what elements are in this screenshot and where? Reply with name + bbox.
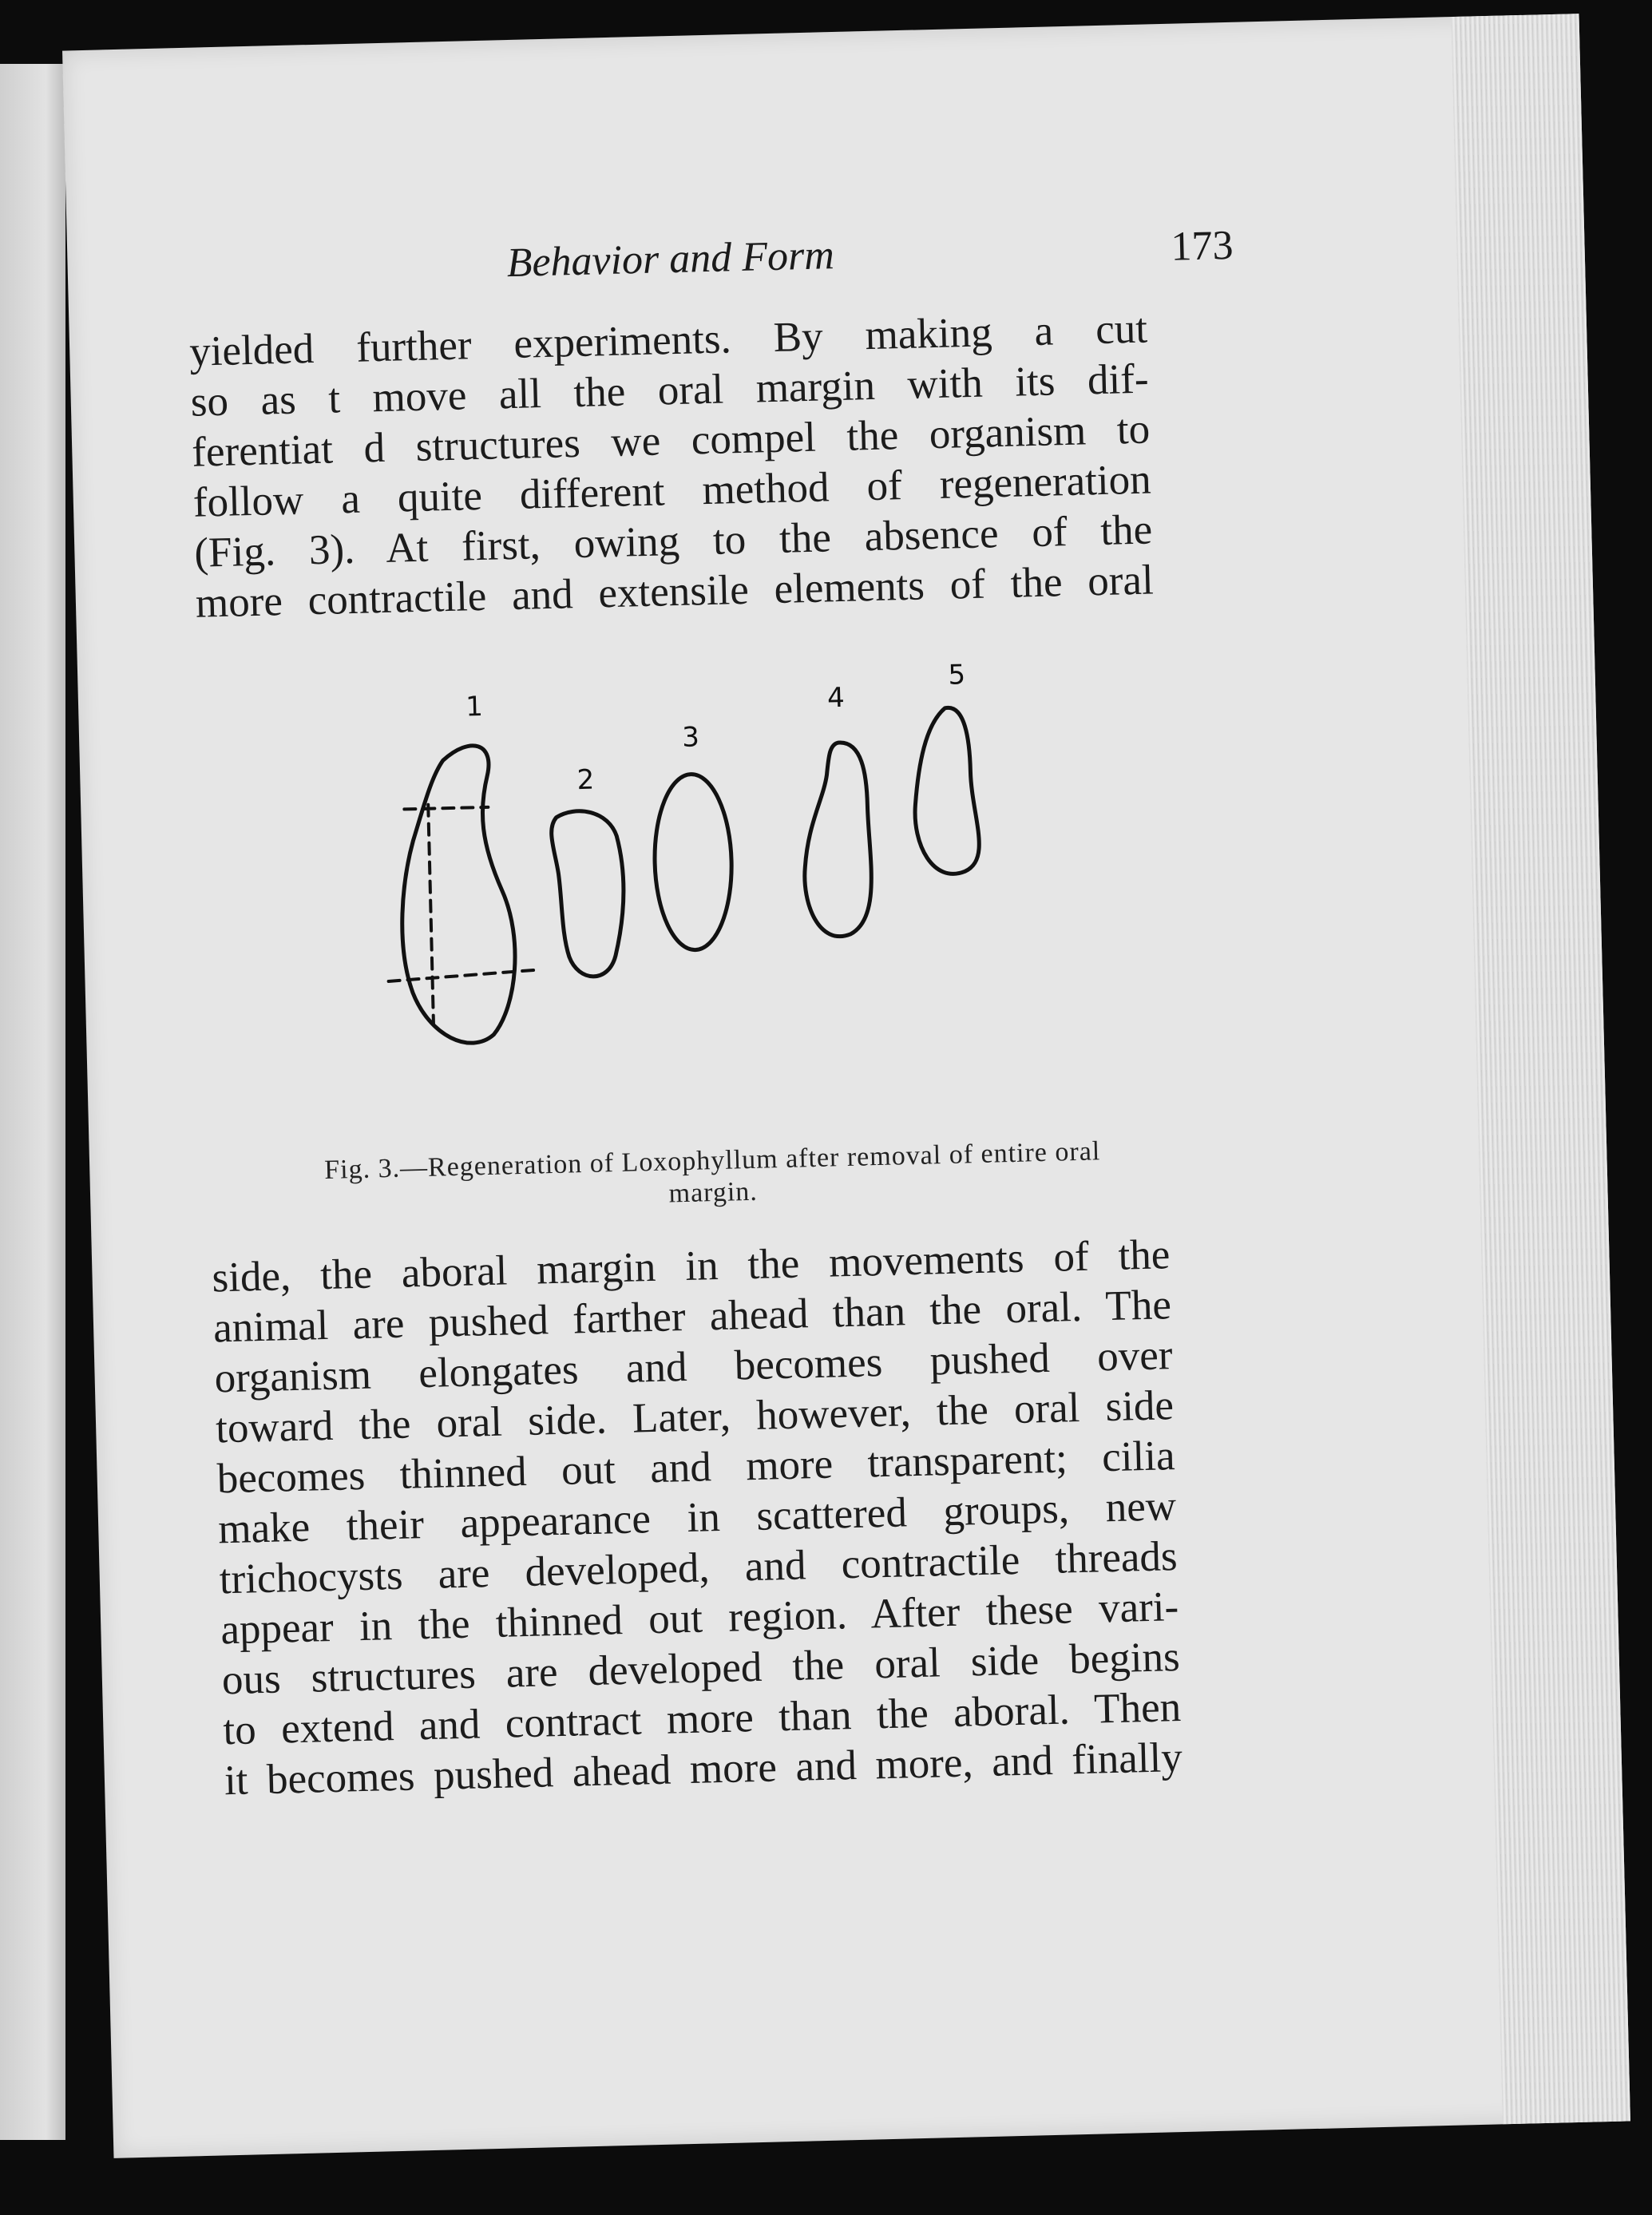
text-line: more contractile and extensile elements of the oral: [195, 557, 1155, 627]
text-line: (Fig. 3). At first, owing to the absence of the: [193, 506, 1153, 577]
figure-label-1: 1: [465, 690, 484, 723]
regeneration-figure: [365, 655, 1174, 1121]
text-line: toward the oral side. Later, however, the oral side: [215, 1382, 1175, 1452]
organism-4-outline: [802, 742, 873, 937]
text-line: trichocysts are developed, and contractile threads: [219, 1533, 1179, 1603]
text-line: it becomes pushed ahead more and more, and finally: [224, 1734, 1183, 1805]
figure-label-3: 3: [681, 721, 700, 754]
text-line: becomes thinned out and more transparent; cilia: [216, 1432, 1176, 1503]
organism-1-dashed-cut: [384, 802, 541, 1025]
organism-2-outline: [551, 810, 626, 977]
figure-drawing: [365, 655, 1174, 1121]
text-line: side, the aboral margin in the movements of the: [211, 1231, 1171, 1302]
text-line: ferentiat d structures we compel the organism to: [191, 406, 1151, 476]
page-number: 173: [1170, 222, 1234, 270]
figure-label-5: 5: [947, 659, 966, 691]
running-title: Behavior and Form: [506, 232, 835, 287]
page-fore-edge: [1452, 14, 1630, 2124]
text-line: yielded further experiments. By making a cut: [188, 305, 1148, 375]
caption-line-1: Fig. 3.—Regeneration of Loxophyllum after removal of entire oral: [323, 1136, 1101, 1185]
figure-caption: [233, 1133, 1193, 1220]
caption-line-2: margin.: [668, 1176, 759, 1209]
organism-1-outline: [398, 745, 517, 1044]
text-line: organism elongates and becomes pushed over: [214, 1332, 1174, 1402]
text-line: ous structures are developed the oral side begins: [221, 1634, 1181, 1704]
paragraph-top: [189, 304, 1155, 629]
text-line: follow a quite different method of regeneration: [192, 456, 1152, 526]
text-line: appear in the thinned out region. After these vari-: [220, 1583, 1179, 1654]
book-page: [62, 14, 1630, 2158]
paragraph-bottom: [212, 1230, 1183, 1806]
figure-label-2: 2: [576, 763, 595, 797]
running-head: [402, 222, 1234, 287]
organism-3-outline: [652, 773, 733, 950]
text-line: make their appearance in scattered groups, new: [217, 1483, 1177, 1553]
organism-5-outline: [913, 707, 980, 875]
left-page-edge: [0, 64, 65, 2140]
text-line: to extend and contract more than the aboral. Then: [222, 1684, 1182, 1754]
figure-label-4: 4: [826, 681, 846, 715]
text-line: animal are pushed farther ahead than the oral. The: [212, 1282, 1172, 1352]
text-line: so as t move all the oral margin with its dif-: [190, 355, 1150, 426]
